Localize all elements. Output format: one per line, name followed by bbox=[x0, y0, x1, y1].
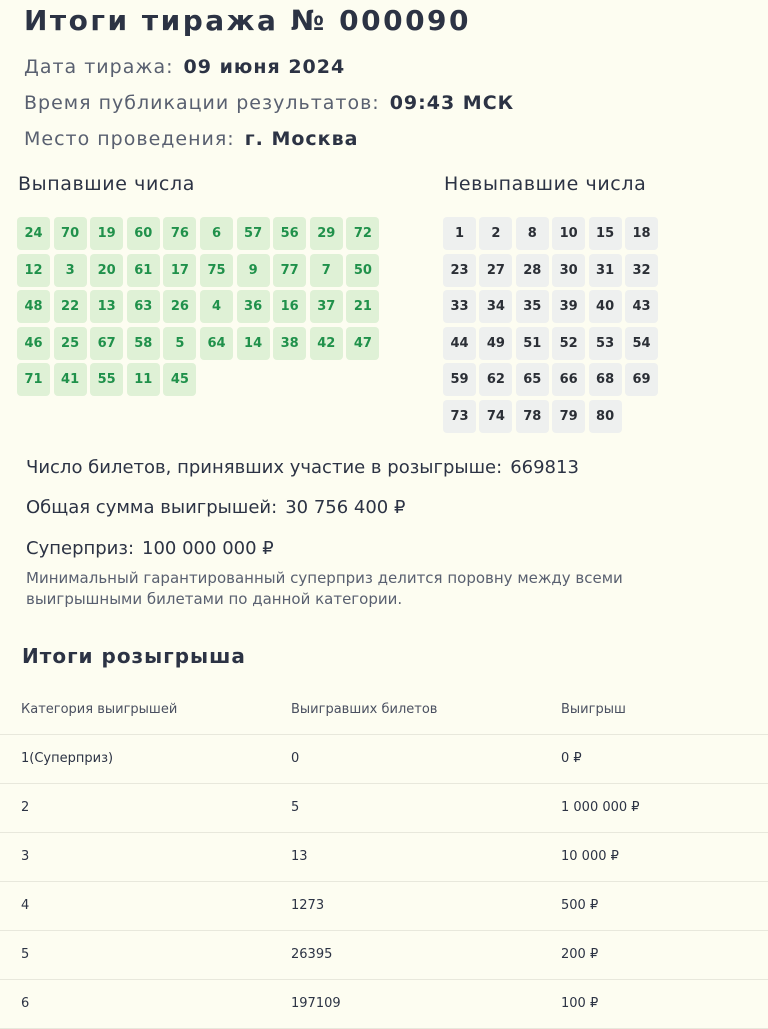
superprize-label: Суперприз: bbox=[26, 538, 135, 559]
number-ball: 33 bbox=[443, 290, 476, 323]
draw-place-label: Место проведения: bbox=[24, 128, 235, 150]
header-prize: Выигрыш bbox=[561, 702, 626, 717]
number-ball: 58 bbox=[127, 327, 160, 360]
row-category: 2 bbox=[21, 800, 30, 815]
number-ball: 41 bbox=[54, 363, 87, 396]
number-ball: 21 bbox=[346, 290, 379, 323]
number-ball: 19 bbox=[90, 217, 123, 250]
total-winnings-row bbox=[26, 497, 405, 518]
number-ball: 2 bbox=[479, 217, 512, 250]
results-heading: Итоги розыгрыша bbox=[22, 644, 246, 668]
number-ball: 47 bbox=[346, 327, 379, 360]
number-ball: 39 bbox=[552, 290, 585, 323]
number-ball: 59 bbox=[443, 363, 476, 396]
row-winning-tickets: 1273 bbox=[291, 898, 325, 913]
number-ball: 51 bbox=[516, 327, 549, 360]
number-ball: 20 bbox=[90, 254, 123, 287]
number-ball: 55 bbox=[90, 363, 123, 396]
number-ball: 76 bbox=[163, 217, 196, 250]
number-ball: 13 bbox=[90, 290, 123, 323]
number-ball: 42 bbox=[310, 327, 343, 360]
drawn-numbers-heading: Выпавшие числа bbox=[18, 173, 195, 195]
table-row bbox=[0, 735, 768, 784]
table-row bbox=[0, 931, 768, 980]
number-ball: 75 bbox=[200, 254, 233, 287]
tickets-count-value: 669813 bbox=[510, 457, 579, 478]
table-row bbox=[0, 784, 768, 833]
number-ball: 73 bbox=[443, 400, 476, 433]
number-ball: 18 bbox=[625, 217, 658, 250]
number-ball: 37 bbox=[310, 290, 343, 323]
row-prize: 500 ₽ bbox=[561, 898, 599, 913]
superprize-row bbox=[26, 538, 274, 559]
number-ball: 78 bbox=[516, 400, 549, 433]
number-ball: 67 bbox=[90, 327, 123, 360]
number-ball: 68 bbox=[589, 363, 622, 396]
number-ball: 77 bbox=[273, 254, 306, 287]
row-prize: 1 000 000 ₽ bbox=[561, 800, 640, 815]
number-ball: 22 bbox=[54, 290, 87, 323]
number-ball: 36 bbox=[237, 290, 270, 323]
number-ball: 8 bbox=[516, 217, 549, 250]
number-ball: 14 bbox=[237, 327, 270, 360]
number-ball: 60 bbox=[127, 217, 160, 250]
publish-time-row bbox=[24, 92, 514, 114]
number-ball: 16 bbox=[273, 290, 306, 323]
results-table bbox=[0, 686, 768, 1029]
number-ball: 79 bbox=[552, 400, 585, 433]
row-prize: 10 000 ₽ bbox=[561, 849, 619, 864]
page-title: Итоги тиража № 000090 bbox=[24, 4, 472, 37]
number-ball: 48 bbox=[17, 290, 50, 323]
number-ball: 24 bbox=[17, 217, 50, 250]
number-ball: 61 bbox=[127, 254, 160, 287]
number-ball: 31 bbox=[589, 254, 622, 287]
number-ball: 1 bbox=[443, 217, 476, 250]
number-ball: 65 bbox=[516, 363, 549, 396]
table-row bbox=[0, 882, 768, 931]
results-table-header bbox=[0, 686, 768, 735]
row-winning-tickets: 26395 bbox=[291, 947, 333, 962]
number-ball: 72 bbox=[346, 217, 379, 250]
row-winning-tickets: 197109 bbox=[291, 996, 341, 1011]
number-ball: 49 bbox=[479, 327, 512, 360]
number-ball: 53 bbox=[589, 327, 622, 360]
number-ball: 15 bbox=[589, 217, 622, 250]
number-ball: 66 bbox=[552, 363, 585, 396]
number-ball: 34 bbox=[479, 290, 512, 323]
number-ball: 6 bbox=[200, 217, 233, 250]
superprize-note: Минимальный гарантированный суперприз делится поровну между всеми выигрышными билетами по данной категории. bbox=[26, 569, 623, 608]
number-ball: 70 bbox=[54, 217, 87, 250]
not-drawn-numbers-heading: Невыпавшие числа bbox=[444, 173, 647, 195]
number-ball: 29 bbox=[310, 217, 343, 250]
number-ball: 5 bbox=[163, 327, 196, 360]
row-category: 4 bbox=[21, 898, 30, 913]
number-ball: 45 bbox=[163, 363, 196, 396]
number-ball: 56 bbox=[273, 217, 306, 250]
draw-date-row bbox=[24, 56, 345, 78]
number-ball: 80 bbox=[589, 400, 622, 433]
row-prize: 200 ₽ bbox=[561, 947, 599, 962]
number-ball: 32 bbox=[625, 254, 658, 287]
row-prize: 100 ₽ bbox=[561, 996, 599, 1011]
tickets-count-row bbox=[26, 457, 579, 478]
row-category: 1(Суперприз) bbox=[21, 751, 114, 766]
number-ball: 28 bbox=[516, 254, 549, 287]
row-prize: 0 ₽ bbox=[561, 751, 582, 766]
number-ball: 69 bbox=[625, 363, 658, 396]
draw-place-row bbox=[24, 128, 358, 150]
table-row bbox=[0, 980, 768, 1029]
number-ball: 26 bbox=[163, 290, 196, 323]
row-winning-tickets: 13 bbox=[291, 849, 308, 864]
number-ball: 35 bbox=[516, 290, 549, 323]
tickets-count-label: Число билетов, принявших участие в розыгрыше: bbox=[26, 457, 503, 478]
number-ball: 38 bbox=[273, 327, 306, 360]
number-ball: 52 bbox=[552, 327, 585, 360]
total-winnings-label: Общая сумма выигрышей: bbox=[26, 497, 278, 518]
number-ball: 44 bbox=[443, 327, 476, 360]
number-ball: 50 bbox=[346, 254, 379, 287]
row-winning-tickets: 0 bbox=[291, 751, 300, 766]
number-ball: 46 bbox=[17, 327, 50, 360]
number-ball: 43 bbox=[625, 290, 658, 323]
header-winning-tickets: Выигравших билетов bbox=[291, 702, 438, 717]
number-ball: 74 bbox=[479, 400, 512, 433]
draw-date-value: 09 июня 2024 bbox=[183, 56, 346, 78]
row-category: 3 bbox=[21, 849, 30, 864]
row-winning-tickets: 5 bbox=[291, 800, 300, 815]
publish-time-label: Время публикации результатов: bbox=[24, 92, 380, 114]
row-category: 6 bbox=[21, 996, 30, 1011]
number-ball: 30 bbox=[552, 254, 585, 287]
superprize-value: 100 000 000 ₽ bbox=[142, 538, 274, 559]
number-ball: 9 bbox=[237, 254, 270, 287]
number-ball: 62 bbox=[479, 363, 512, 396]
draw-place-value: г. Москва bbox=[244, 128, 359, 150]
number-ball: 12 bbox=[17, 254, 50, 287]
number-ball: 11 bbox=[127, 363, 160, 396]
row-category: 5 bbox=[21, 947, 30, 962]
number-ball: 10 bbox=[552, 217, 585, 250]
header-category: Категория выигрышей bbox=[21, 702, 178, 717]
publish-time-value: 09:43 МСК bbox=[389, 92, 515, 114]
number-ball: 3 bbox=[54, 254, 87, 287]
total-winnings-value: 30 756 400 ₽ bbox=[285, 497, 406, 518]
number-ball: 64 bbox=[200, 327, 233, 360]
number-ball: 4 bbox=[200, 290, 233, 323]
number-ball: 27 bbox=[479, 254, 512, 287]
number-ball: 63 bbox=[127, 290, 160, 323]
number-ball: 7 bbox=[310, 254, 343, 287]
number-ball: 25 bbox=[54, 327, 87, 360]
draw-date-label: Дата тиража: bbox=[24, 56, 174, 78]
number-ball: 40 bbox=[589, 290, 622, 323]
table-row bbox=[0, 833, 768, 882]
number-ball: 17 bbox=[163, 254, 196, 287]
number-ball: 71 bbox=[17, 363, 50, 396]
number-ball: 54 bbox=[625, 327, 658, 360]
number-ball: 23 bbox=[443, 254, 476, 287]
number-ball: 57 bbox=[237, 217, 270, 250]
